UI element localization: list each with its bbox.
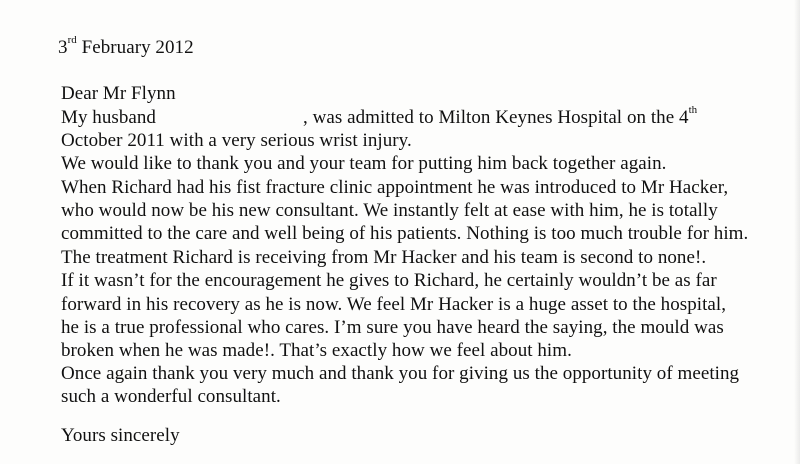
body-line-4: When Richard had his fist fracture clinic appointment he was introduced to Mr Hacker, (61, 177, 729, 198)
date-month-year: February 2012 (76, 37, 194, 58)
body-line-7: The treatment Richard is receiving from Mr Hacker and his team is second to none!. (61, 247, 707, 268)
body-line-6: committed to the care and well being of his patients. Nothing is too much trouble for him. (61, 223, 749, 244)
body-line-8: If it wasn’t for the encouragement he gives to Richard, he certainly wouldn’t be as far (61, 270, 717, 291)
body-line-12: Once again thank you very much and thank you for giving us the opportunity of meeting (61, 363, 740, 384)
body-line-2: October 2011 with a very serious wrist injury. (61, 130, 412, 151)
body-line-11: broken when he was made!. That’s exactly how we feel about him. (61, 340, 572, 361)
body-line-1-suffix: th (688, 104, 698, 116)
body-line-1-end: , was admitted to Milton Keynes Hospital on the 4 (302, 107, 689, 128)
salutation: Dear Mr Flynn (61, 83, 176, 104)
scan-edge-shadow (794, 0, 800, 464)
body-line-1 (61, 104, 698, 128)
body-line-13: such a wonderful consultant. (61, 386, 281, 407)
body-line-3: We would like to thank you and your team for putting him back together again. (61, 153, 667, 174)
closing: Yours sincerely (61, 425, 180, 446)
body-line-1-start: My husband (61, 107, 156, 128)
body-line-9: forward in his recovery as he is now. We feel Mr Hacker is a huge asset to the hospital, (61, 294, 727, 315)
body-line-10: he is a true professional who cares. I’m sure you have heard the saying, the mould was (61, 317, 724, 338)
body-line-5: who would now be his new consultant. We instantly felt at ease with him, he is totally (61, 200, 718, 221)
letter-date (58, 34, 194, 58)
date-day-suffix: rd (67, 34, 77, 46)
date-day: 3 (58, 37, 68, 58)
